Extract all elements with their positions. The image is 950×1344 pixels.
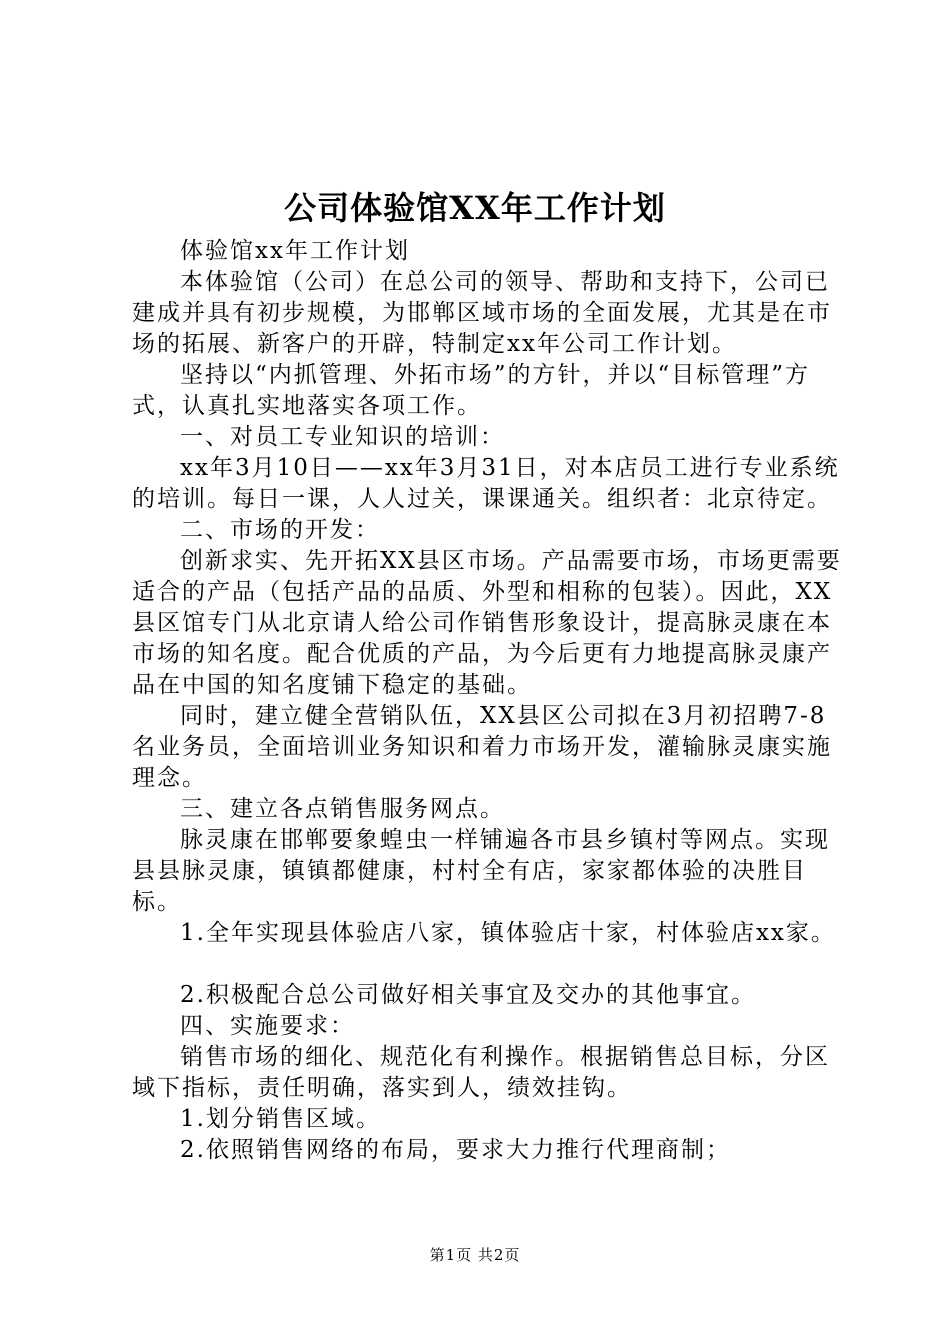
- section-heading: 一、对员工专业知识的培训：: [180, 424, 505, 450]
- paragraph: 坚持以“内抓管理、外拓市场”的方针，并以“目标管理”方式，认真扎实地落实各项工作。: [132, 362, 811, 419]
- paragraph: 脉灵康在邯郸要象蝗虫一样铺遍各市县乡镇村等网点。实现县县脉灵康，镇镇都健康，村村全有店，家家都体验的决胜目标。: [132, 827, 830, 915]
- document-body: [132, 236, 850, 1166]
- paragraph: 创新求实、先开拓XX县区市场。产品需要市场，市场更需要适合的产品（包括产品的品质、外型和相称的包装）。因此，XX县区馆专门从北京请人给公司作销售形象设计，提高脉灵康在本市场的知名度。配合优质的产品，为今后更有力地提高脉灵康产品在中国的知名度铺下稳定的基础。: [132, 548, 842, 698]
- paragraph: 同时，建立健全营销队伍，XX县区公司拟在3月初招聘7-8名业务员，全面培训业务知识和着力市场开发，灌输脉灵康实施理念。: [132, 703, 832, 791]
- paragraph: 销售市场的细化、规范化有利操作。根据销售总目标，分区域下指标，责任明确，落实到人，绩效挂钩。: [132, 1044, 830, 1101]
- list-item: 2.依照销售网络的布局，要求大力推行代理商制；: [180, 1137, 731, 1163]
- page-number-footer: 第1页 共2页: [429, 1246, 521, 1264]
- paragraph: xx年3月10日——xx年3月31日，对本店员工进行专业系统的培训。每日一课，人人过关，课课通关。组织者：北京待定。: [132, 455, 840, 512]
- list-item: 1.全年实现县体验店八家，镇体验店十家，村体验店xx家。: [180, 920, 836, 946]
- section-heading: 四、实施要求：: [180, 1013, 355, 1039]
- list-item: 2.积极配合总公司做好相关事宜及交办的其他事宜。: [180, 982, 756, 1008]
- list-item: 1.划分销售区域。: [180, 1106, 381, 1132]
- section-heading: 三、建立各点销售服务网点。: [180, 796, 505, 822]
- section-heading: 二、市场的开发：: [180, 517, 380, 543]
- paragraph: 本体验馆（公司）在总公司的领导、帮助和支持下，公司已建成并具有初步规模，为邯郸区域市场的全面发展，尤其是在市场的拓展、新客户的开辟，特制定xx年公司工作计划。: [132, 269, 832, 357]
- document-title: 公司体验馆XX年工作计划: [284, 189, 666, 227]
- paragraph: 体验馆xx年工作计划: [180, 238, 410, 264]
